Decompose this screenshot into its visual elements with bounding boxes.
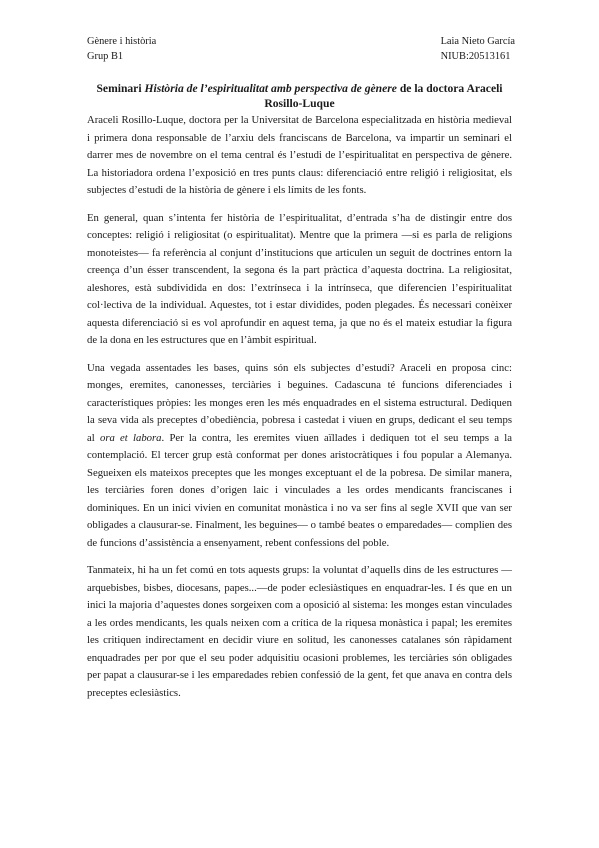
- header-right: [441, 34, 515, 64]
- title-prefix: Seminari: [96, 82, 145, 95]
- paragraph-3-part-1: Una vegada assentades les bases, quins són els subjectes d’estudi? Araceli en proposa cinc: monges, eremites, canonesses, terciàries i beguines. Cadascuna té funcions diferenciades i característiques pròpies: les monges eren les més enquadrades en el sistema estructural. Dediquen la seva vida als preceptes d’obediència, pobresa i castedat i viuen en grups, dedicant el seu temps al: [87, 361, 512, 444]
- header-author: Laia Nieto García: [440, 36, 515, 47]
- document-body: [87, 112, 512, 712]
- paragraph-4: Tanmateix, hi ha un fet comú en tots aquests grups: la voluntat d’aquells dins de les estructures —arquebisbes, bisbes, diocesans, papes...—de poder eclesiàstiques en enquadrar-les. I és que en un inici la majoria d’aquestes dones sorgeixen com a oposició al sistema: les monges estan vinculades a les ordes mendicants, les quals neixen com a crítica de la riquesa monàstica i papal; les eremites les critiquen indirectament en decidir viure en solitud, les canonesses catalanes són ràpidament enquadrades per por que el seu poder adquisitiu ocasioni problemes, les terciàries són obligades per papat a clausurar-se i les emparedades rebien confessió de la gent, fet que anava en contra dels preceptes eclesiàstics.: [87, 564, 512, 699]
- paragraph-3-part-2: . Per la contra, les eremites viuen aïllades i dediquen tot el seu temps a la contemplació. El tercer grup està conformat per dones aristocràtiques i fou popular a Alemanya. Segueixen els mateixos preceptes que les monges exceptuant el de la pobresa. De similar manera, les terciàries foren dones d’origen laic i vinculades a les ordes mendicants franciscanes i dominiques. En un inici vivien en comunitat monàstica i no va ser fins al segle XVII que van ser obligades a clausurar-se. Finalment, les beguines— o també beates o emparedades— complien des de funcions d’assistència a ensenyament, rebent confessions del poble.: [87, 431, 513, 549]
- paragraph-3: [87, 360, 512, 553]
- header-course: Gènere i història: [87, 36, 157, 47]
- header-left: [87, 34, 156, 64]
- title-suffix: de la doctora Araceli Rosillo-Luque: [264, 82, 503, 110]
- title-italic: Història de l’espiritualitat amb perspectiva de gènere: [144, 82, 397, 95]
- document-title: [87, 81, 512, 111]
- paragraph-2: En general, quan s’intenta fer història de l’espiritualitat, d’entrada s’ha de distingir entre dos conceptes: religió i religiositat (o espiritualitat). Mentre que la primera —si es parla de religions monoteistes— fa referència al conjunt d’institucions que articulen un seguit de doctrines entorn la creença d’un ésser transcendent, la segona és la part pràctica d’aquesta doctrina. La religiositat, aleshores, està subdividida en dos: l’extrínseca i la intrínseca, que diferencien l’espiritualitat col·lectiva de la individual. Aquestes, tot i estar dividides, poden plegades. És necessari conèixer aquesta diferenciació si es vol aprofundir en aquest tema, ja que no és el mateix estudiar la figura de la dona en les estructures que en l’àmbit espiritual.: [87, 211, 512, 346]
- header-group: Grup B1: [87, 51, 124, 62]
- paragraph-3-italic: ora et labora: [99, 431, 162, 444]
- header-niub: NIUB:20513161: [440, 51, 511, 62]
- paragraph-1: Araceli Rosillo-Luque, doctora per la Universitat de Barcelona especialitzada en història medieval i primera dona responsable de l’arxiu dels franciscans de Barcelona, va impartir un seminari el darrer mes de novembre on el tema central és l’estudi de l’espiritualitat en perspectiva de gènere. La historiadora ordena l’exposició en tres punts claus: diferenciació entre religió i religiositat, els subjectes d’estudi de la història de gènere i els límits de les fonts.: [87, 114, 512, 196]
